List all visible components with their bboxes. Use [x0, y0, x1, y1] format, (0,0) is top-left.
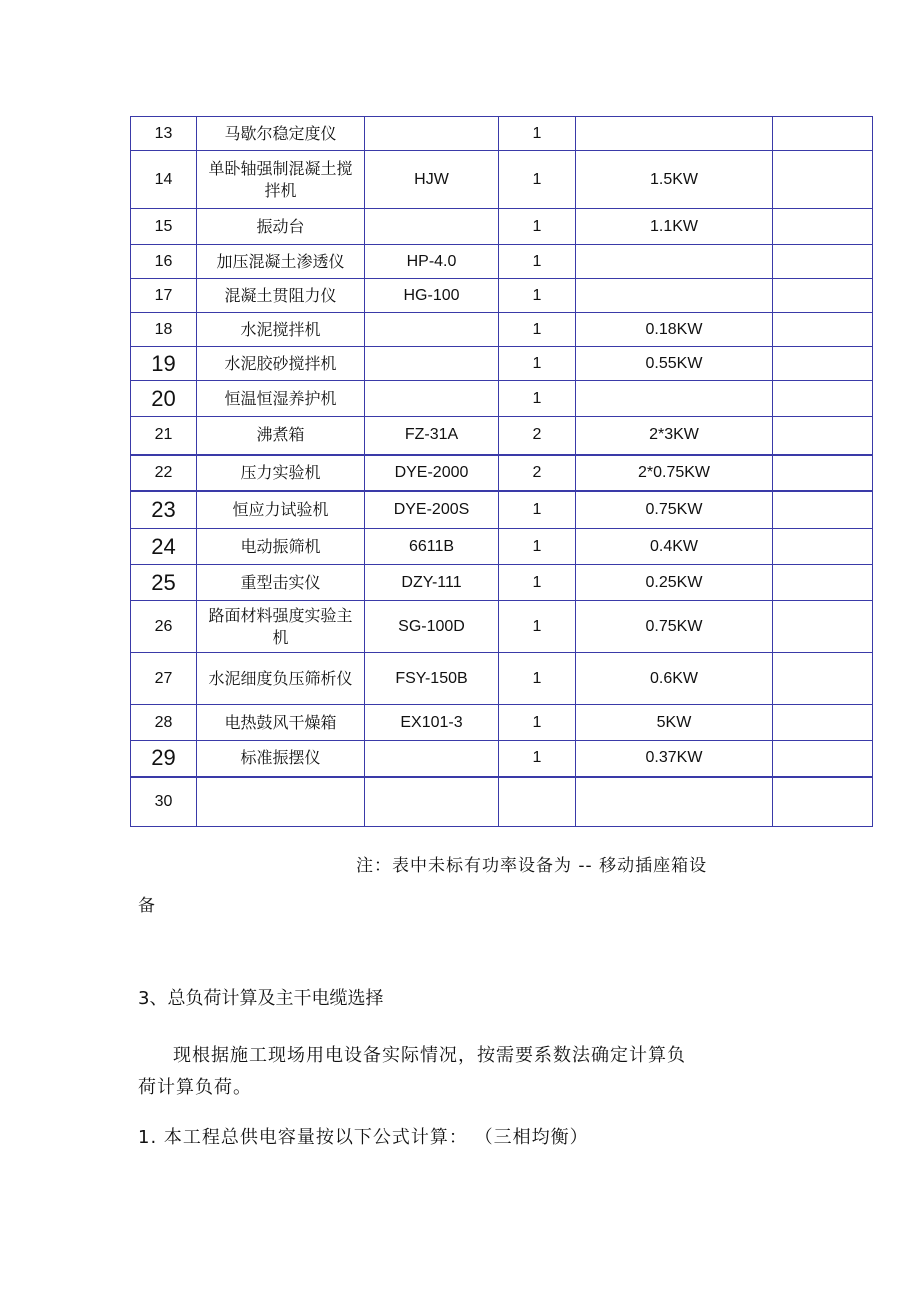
- quantity: 1: [499, 347, 576, 381]
- equipment-name: 加压混凝土渗透仪: [197, 245, 365, 279]
- table-row: [131, 601, 873, 653]
- remark-cell: [773, 279, 873, 313]
- power-rating: 2*3KW: [576, 417, 773, 455]
- quantity: 1: [499, 209, 576, 245]
- row-number: 15: [131, 209, 197, 245]
- model-number: [365, 347, 499, 381]
- model-number: HJW: [365, 151, 499, 209]
- equipment-name: 路面材料强度实验主机: [197, 601, 365, 653]
- table-row: [131, 151, 873, 209]
- power-rating: 0.18KW: [576, 313, 773, 347]
- quantity: 1: [499, 313, 576, 347]
- row-number: 28: [131, 705, 197, 741]
- equipment-name: 水泥胶砂搅拌机: [197, 347, 365, 381]
- remark-cell: [773, 381, 873, 417]
- section-title: 3、总负荷计算及主干电缆选择: [138, 988, 384, 1009]
- model-number: [365, 741, 499, 777]
- quantity: 1: [499, 653, 576, 705]
- equipment-name: 恒温恒湿养护机: [197, 381, 365, 417]
- power-rating: 0.55KW: [576, 347, 773, 381]
- quantity: 1: [499, 601, 576, 653]
- remark-cell: [773, 491, 873, 529]
- table-row: [131, 209, 873, 245]
- model-number: DYE-200S: [365, 491, 499, 529]
- equipment-name: 水泥细度负压筛析仪: [197, 653, 365, 705]
- model-number: [365, 777, 499, 827]
- quantity: 1: [499, 491, 576, 529]
- remark-cell: [773, 347, 873, 381]
- power-rating: 0.6KW: [576, 653, 773, 705]
- row-number: 19: [131, 347, 197, 381]
- equipment-name: [197, 777, 365, 827]
- model-number: [365, 381, 499, 417]
- row-number: 20: [131, 381, 197, 417]
- table-row: [131, 117, 873, 151]
- remark-cell: [773, 455, 873, 491]
- table-row: [131, 705, 873, 741]
- table-row: [131, 741, 873, 777]
- remark-cell: [773, 565, 873, 601]
- quantity: 1: [499, 705, 576, 741]
- table-row: [131, 279, 873, 313]
- equipment-name: 振动台: [197, 209, 365, 245]
- equipment-name: 电动振筛机: [197, 529, 365, 565]
- model-number: [365, 117, 499, 151]
- model-number: HP-4.0: [365, 245, 499, 279]
- quantity: 1: [499, 279, 576, 313]
- row-number: 30: [131, 777, 197, 827]
- quantity: 1: [499, 741, 576, 777]
- model-number: FSY-150B: [365, 653, 499, 705]
- equipment-name: 马歇尔稳定度仪: [197, 117, 365, 151]
- power-rating: [576, 279, 773, 313]
- remark-cell: [773, 705, 873, 741]
- model-number: SG-100D: [365, 601, 499, 653]
- power-rating: [576, 117, 773, 151]
- table-row: [131, 347, 873, 381]
- quantity: 1: [499, 117, 576, 151]
- power-rating: 1.1KW: [576, 209, 773, 245]
- quantity: 1: [499, 565, 576, 601]
- formula-item: 1. 本工程总供电容量按以下公式计算： （三相均衡）: [138, 1127, 589, 1148]
- power-rating: 0.75KW: [576, 601, 773, 653]
- table-row: [131, 529, 873, 565]
- equipment-name: 沸煮箱: [197, 417, 365, 455]
- row-number: 22: [131, 455, 197, 491]
- equipment-name: 重型击实仪: [197, 565, 365, 601]
- equipment-name: 混凝土贯阻力仪: [197, 279, 365, 313]
- power-rating: 2*0.75KW: [576, 455, 773, 491]
- quantity: [499, 777, 576, 827]
- remark-cell: [773, 117, 873, 151]
- model-number: [365, 313, 499, 347]
- quantity: 1: [499, 151, 576, 209]
- power-rating: 0.75KW: [576, 491, 773, 529]
- equipment-name: 单卧轴强制混凝土搅拌机: [197, 151, 365, 209]
- table-row: [131, 313, 873, 347]
- remark-cell: [773, 417, 873, 455]
- power-rating: [576, 245, 773, 279]
- model-number: [365, 209, 499, 245]
- remark-cell: [773, 209, 873, 245]
- remark-cell: [773, 151, 873, 209]
- row-number: 13: [131, 117, 197, 151]
- row-number: 21: [131, 417, 197, 455]
- power-rating: 0.37KW: [576, 741, 773, 777]
- model-number: DYE-2000: [365, 455, 499, 491]
- model-number: EX101-3: [365, 705, 499, 741]
- row-number: 29: [131, 741, 197, 777]
- remark-cell: [773, 653, 873, 705]
- equipment-name: 电热鼓风干燥箱: [197, 705, 365, 741]
- table-row: [131, 381, 873, 417]
- remark-cell: [773, 741, 873, 777]
- equipment-name: 标准振摆仪: [197, 741, 365, 777]
- table-row: [131, 455, 873, 491]
- table-row: [131, 417, 873, 455]
- quantity: 1: [499, 529, 576, 565]
- table-row: [131, 491, 873, 529]
- row-number: 25: [131, 565, 197, 601]
- row-number: 16: [131, 245, 197, 279]
- table-row: [131, 653, 873, 705]
- model-number: FZ-31A: [365, 417, 499, 455]
- remark-cell: [773, 245, 873, 279]
- power-rating: [576, 777, 773, 827]
- table-row: [131, 245, 873, 279]
- quantity: 2: [499, 417, 576, 455]
- row-number: 26: [131, 601, 197, 653]
- table-note-tail: 备: [138, 896, 155, 916]
- equipment-name: 恒应力试验机: [197, 491, 365, 529]
- equipment-table: [130, 116, 873, 827]
- power-rating: [576, 381, 773, 417]
- table-note: 注：表中未标有功率设备为 -- 移动插座箱设: [356, 856, 708, 876]
- remark-cell: [773, 777, 873, 827]
- row-number: 18: [131, 313, 197, 347]
- remark-cell: [773, 313, 873, 347]
- remark-cell: [773, 601, 873, 653]
- row-number: 24: [131, 529, 197, 565]
- model-number: HG-100: [365, 279, 499, 313]
- model-number: 6611B: [365, 529, 499, 565]
- quantity: 1: [499, 381, 576, 417]
- power-rating: 5KW: [576, 705, 773, 741]
- power-rating: 1.5KW: [576, 151, 773, 209]
- paragraph-line-2: 荷计算负荷。: [138, 1077, 252, 1098]
- model-number: DZY-111: [365, 565, 499, 601]
- paragraph-line-1: 现根据施工现场用电设备实际情况，按需要系数法确定计算负: [173, 1045, 686, 1066]
- quantity: 2: [499, 455, 576, 491]
- table-row: [131, 565, 873, 601]
- power-rating: 0.25KW: [576, 565, 773, 601]
- power-rating: 0.4KW: [576, 529, 773, 565]
- table-row: [131, 777, 873, 827]
- row-number: 17: [131, 279, 197, 313]
- remark-cell: [773, 529, 873, 565]
- equipment-name: 水泥搅拌机: [197, 313, 365, 347]
- row-number: 14: [131, 151, 197, 209]
- row-number: 23: [131, 491, 197, 529]
- row-number: 27: [131, 653, 197, 705]
- equipment-name: 压力实验机: [197, 455, 365, 491]
- quantity: 1: [499, 245, 576, 279]
